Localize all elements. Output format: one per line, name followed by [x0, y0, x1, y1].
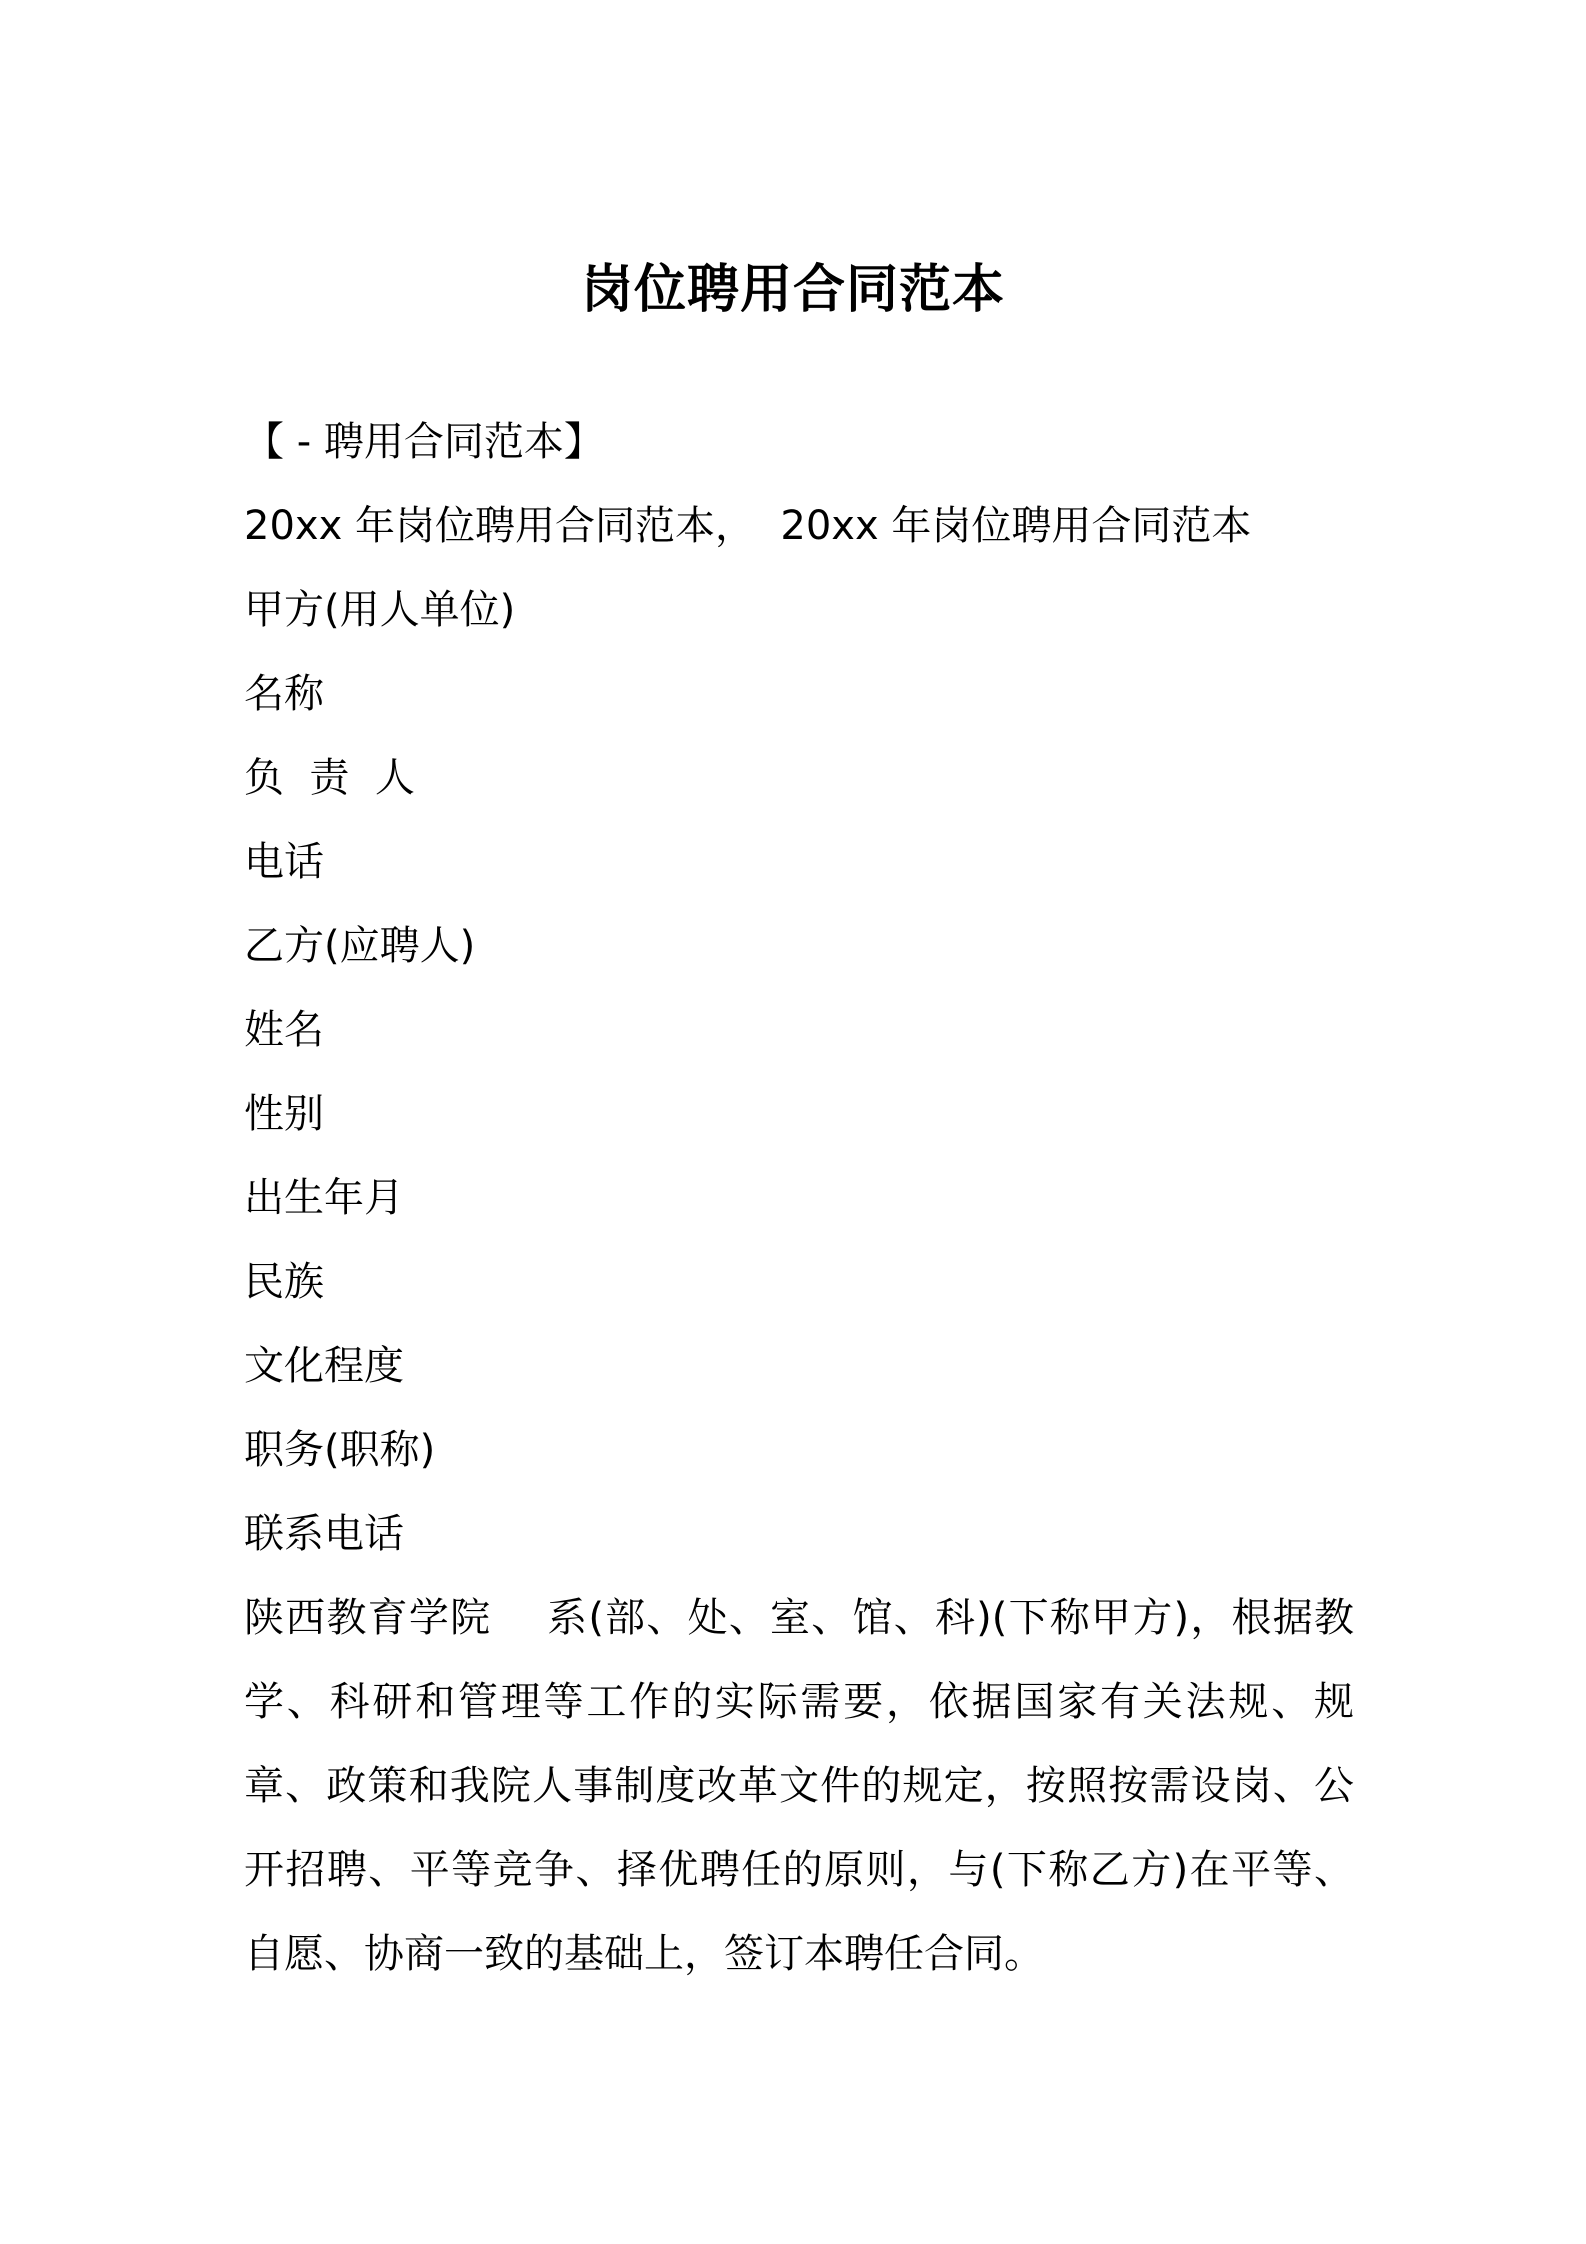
document-body — [244, 400, 1354, 1996]
field-position-title: 职务(职称) — [244, 1427, 436, 1473]
field-ethnicity: 民族 — [244, 1259, 324, 1305]
party-b-label: 乙方(应聘人) — [244, 923, 476, 969]
section-heading: 【 - 聘用合同范本】 — [244, 419, 604, 465]
field-full-name: 姓名 — [244, 1007, 324, 1053]
field-contact-phone: 联系电话 — [244, 1511, 404, 1557]
contract-subtitle-line: 20xx 年岗位聘用合同范本， 20xx 年岗位聘用合同范本 — [244, 503, 1252, 549]
field-responsible-person: 负 责 人 — [244, 755, 415, 801]
field-phone: 电话 — [244, 839, 324, 885]
party-a-label: 甲方(用人单位) — [244, 587, 516, 633]
field-education: 文化程度 — [244, 1343, 404, 1389]
field-birth-date: 出生年月 — [244, 1175, 404, 1221]
contract-intro-paragraph: 陕西教育学院 系(部、处、室、馆、科)(下称甲方)，根据教学、科研和管理等工作的实际需要，依据国家有关法规、规章、政策和我院人事制度改革文件的规定，按照按需设岗、公开招聘、平等竞争、择优聘任的原则，与(下称乙方)在平等、自愿、协商一致的基础上，签订本聘任合同。 — [244, 1595, 1354, 1977]
field-name: 名称 — [244, 671, 324, 717]
document-title: 岗位聘用合同范本 — [580, 260, 1005, 320]
field-gender: 性别 — [244, 1091, 324, 1137]
